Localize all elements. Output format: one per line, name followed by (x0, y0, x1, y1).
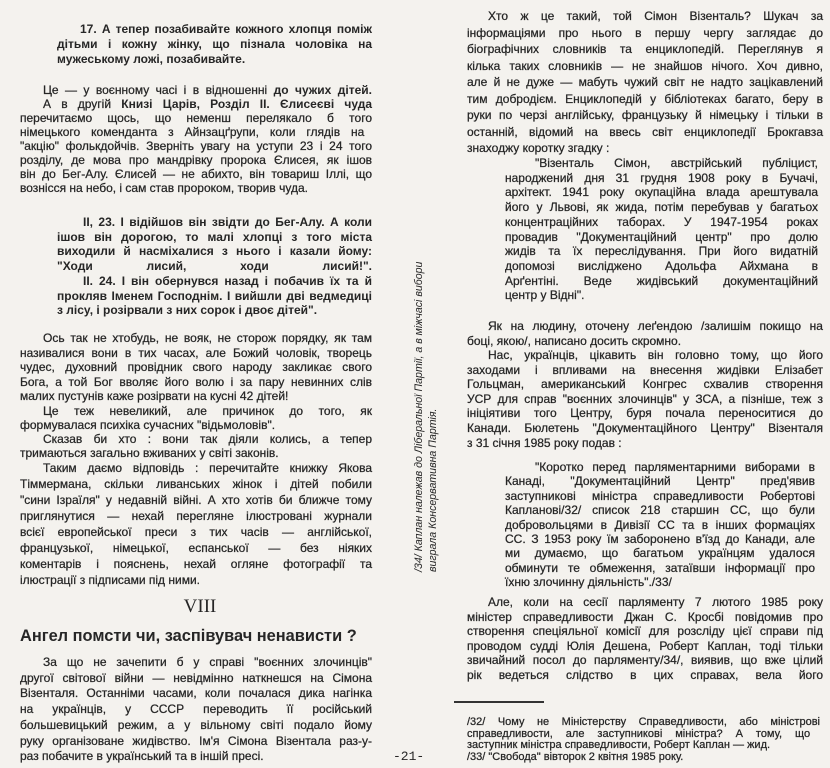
text-line (505, 171, 818, 186)
text-line (20, 360, 372, 375)
paragraph-war-criminals (20, 655, 372, 765)
text-line-content: Але, коли на сесії парляменту 7 лютого 1985 року (488, 595, 823, 609)
text-line (467, 107, 823, 124)
text-line-content: заступникові міністра справедливости Робертові (505, 488, 815, 503)
text-line-content: жидів та їх переслідування. При його видатній (505, 244, 818, 259)
text-line-content: Тіммермана, скільки ливанських жінок і дітей побили (20, 477, 372, 491)
text-line (467, 319, 823, 334)
text-line-content: німецького коменданта з Айнзацґрупи, коли глядів на (20, 125, 365, 139)
text-line-content: Хто ж це такий, той Сімон Візенталь? Шукач за (488, 9, 823, 23)
text-line-content: другої світової війни — невідмінно наткнешся на Сімона (20, 670, 372, 685)
text-line-content: перечитаємо щось, що неменш перелякало б того (20, 111, 372, 125)
text-line-content: справедливости, але заступникові міністра? А тому, що (467, 727, 811, 740)
text-run: А в другій (43, 97, 122, 111)
paragraph-who-is-wiesenthal (467, 8, 823, 157)
bulletin-quote (505, 460, 815, 590)
text-line-content: вознісся на небо, і сам став пророком, творив чуда. (20, 181, 308, 195)
text-line-content: Візенталя. Останніми часами, коли почалася дика нагінка (20, 686, 372, 701)
text-line-content: але й не дуже — мабуть чужий світ не надто зацікавлений (467, 75, 823, 89)
text-line (57, 37, 372, 52)
text-line-content: проводом судді Юлія Дешена, Роберт Каплан, тоді тільки (467, 638, 823, 653)
bold-text: Книзі Царів, Розділ II. Єлисеєві чуда (121, 97, 372, 111)
text-line-content: ми думаємо, що багатьом українцям удалося (505, 546, 815, 561)
text-line (467, 752, 820, 764)
text-line-content: Таким даємо відповідь : перечитайте книжку Якова (43, 461, 372, 475)
text-line-content: чудес, духовний провідник свого народу закликає свого (20, 360, 372, 374)
text-line (467, 41, 823, 58)
text-line-content: рік ведеться слідство в цих справах, вела його (467, 667, 823, 682)
paragraph-legend (467, 319, 823, 348)
encyclopedia-quote (505, 156, 818, 303)
text-line (505, 474, 815, 488)
text-line-content: Каплановi/32/ список 218 старшин СС, що були (505, 503, 815, 518)
text-line (467, 8, 823, 25)
text-line-content: руку організоване жидівство. Ім'я Сімона Візентала раз-у- (20, 733, 372, 748)
text-line (505, 546, 815, 560)
text-line-content: малих пустунів каже розірвати на кусні 42 дітей! (20, 389, 289, 403)
text-line-content: заходами і впливами на внесення жидівки Елізабет (467, 362, 823, 377)
text-line (467, 436, 823, 451)
text-line-content: їхню злочинну діяльність"./33/ (505, 575, 672, 590)
text-line-content: дітьми і кожну жінку, що пізнала чоловіка на (57, 37, 372, 51)
text-line-content: виходили й насміхалися з нього і казали йому: (57, 244, 372, 259)
text-line-content: раз побачите в український та в іншій пресі. (20, 749, 264, 764)
text-line (505, 518, 815, 532)
footnote-divider (454, 701, 544, 703)
text-line (20, 655, 372, 671)
text-line (505, 489, 815, 503)
text-line (20, 524, 372, 540)
text-line-content: /33/ "Свобода" вівторок 2 квітня 1985 року. (467, 751, 684, 763)
text-line (20, 419, 372, 433)
text-line-content: народжений дня 31 грудня 1908 року в Бучачі, (505, 170, 818, 185)
text-line (20, 405, 372, 419)
text-line (20, 749, 372, 765)
text-line (467, 624, 823, 639)
text-line (467, 140, 823, 157)
text-line (467, 653, 823, 668)
text-line (20, 125, 372, 139)
text-line-content: Канади. Бюлетень "Документаційного Центру" Візенталя (467, 420, 823, 435)
text-line (20, 111, 372, 125)
text-line-content: Бога, а той Бог вволяє його волю і за пару невинних слів (20, 374, 372, 389)
text-line (467, 406, 823, 421)
text-line-content (43, 83, 372, 97)
text-line (467, 421, 823, 436)
text-line (20, 181, 372, 195)
bold-text: до чужих дітей. (273, 83, 372, 97)
text-line-content: II. 24. І він обернувся назад і побачив їх та й (83, 273, 372, 288)
text-line-content: центр у Відні". (505, 288, 585, 303)
text-line (505, 274, 818, 289)
text-line-content: його у Львові, як жида, потім перебував у багатьох (505, 200, 818, 215)
text-line (57, 215, 372, 230)
text-line (467, 124, 823, 141)
text-line-content: Канаді, "Документаційний Центр" пред'явив (505, 474, 815, 489)
text-line (20, 97, 372, 111)
text-line-content: тримаються загально вживаних у світі законів. (20, 445, 279, 460)
text-line (505, 244, 818, 259)
text-line-content: провадив "Документаційний центр" про долю (505, 229, 818, 244)
section-number: VIII (183, 596, 217, 617)
text-line-content: останній, відомий на ввесь світ енциклопедії Брокгавза (467, 124, 823, 139)
margin-note-line: виграла Консервативна Партія. (427, 408, 439, 572)
text-line-content: II, 23. І відійшов він звідти до Бег-Алу. А коли (83, 215, 372, 229)
text-line-content: "сини Ізраїля" у недавній війні. А хто хотів би ближче тому (20, 493, 372, 507)
text-line-content: звичайний посол до парляменту/34/, виявив, що вже цілий (467, 653, 823, 668)
text-line (20, 375, 372, 390)
text-line-content (43, 97, 372, 111)
text-line-content: "акцію" фолькдойчів. Зверніть увагу на уступи 23 і 24 того (20, 139, 372, 153)
text-line (57, 52, 372, 67)
text-line (20, 734, 372, 750)
text-line (20, 718, 372, 734)
text-line-content: французької, німецької, еспанської — без ніяких (20, 541, 372, 555)
text-line-content: тим добродієм. Енциклопедій у бібліотеках багато, беру в (467, 91, 823, 106)
text-line (505, 460, 815, 474)
text-run: Це — у воєнному часі і в відношенні (43, 83, 274, 97)
margin-note-line: /34/ Каплан належав до Ліберальної Партії, а в міжчасі вибори (413, 261, 425, 572)
text-line (505, 185, 818, 200)
text-line-content: За що не зачепити б у справі "воєнних злочинців" (43, 655, 372, 669)
text-line (505, 503, 815, 517)
page-number: -21- (393, 749, 425, 764)
text-line-content: формувалася психіка сучасних "відьмоловів". (20, 417, 276, 432)
text-line-content: розділу, де мова про мандрівку пророка Єлисея, як ішов (20, 153, 372, 167)
text-line-content: мужеському ложі, позабивайте. (57, 52, 246, 66)
text-line (20, 139, 372, 153)
text-line (505, 230, 818, 245)
text-line (20, 572, 372, 588)
text-line (467, 363, 823, 378)
text-line (57, 259, 372, 274)
text-line (467, 717, 820, 729)
text-line-content: всієї европейської преси з тих часів — англійської, (20, 525, 372, 539)
text-line (467, 668, 823, 683)
text-line-content: ішов він дорогою, то малі хлопці з того міста (57, 229, 372, 244)
text-line-content: УСР для справ "воєнних злочинців" у ЗСА, а пізніше, теж з (467, 391, 823, 406)
text-line (505, 532, 815, 546)
footnote-33 (467, 752, 820, 764)
bible-quote-17 (57, 22, 372, 67)
text-line (20, 389, 372, 404)
text-line (20, 686, 372, 702)
text-line (467, 348, 823, 363)
text-line-content: допомозі висліджено Адольфа Айхмана в (505, 258, 818, 273)
text-line-content: руки по черзі англійську, французьку й німецьку і тільки в (467, 108, 823, 122)
text-line-content: Арґентіні. Веде жидівський документаційний (505, 273, 818, 288)
text-line-content: СС. З 1953 року їм заборонено в'їзд до Канади, але (505, 532, 815, 547)
text-line (505, 259, 818, 274)
text-line (20, 433, 372, 447)
text-line-content: коментарів і пояснень, нехай огляне фотографії та (20, 557, 372, 571)
text-line-content: він до Бег-Алу. Єлисей — не абихто, він товариш Іллі, що (20, 167, 372, 181)
text-line (20, 153, 372, 167)
text-line (505, 561, 815, 575)
paragraph-kings (20, 83, 372, 195)
text-line (20, 540, 372, 556)
text-line (20, 167, 372, 181)
text-line (20, 508, 372, 524)
text-line (20, 476, 372, 492)
text-line (57, 230, 372, 245)
paragraph-ukrainians (467, 348, 823, 450)
text-line (467, 334, 823, 349)
text-line-content: архітект. 1941 року окупаційна влада арештувала (505, 185, 818, 200)
text-line-content: Це теж невеликий, але причинок до того, як (43, 404, 372, 418)
text-line-content: прокляв Іменем Господнім. І вийшли дві ведмедиці (57, 288, 372, 303)
text-line-content: на українців, у СССР переводить її російський (20, 702, 372, 717)
text-line (467, 25, 823, 42)
text-line (20, 83, 372, 97)
text-line-content: Гольцман, американський Конгрес схвалив створення (467, 377, 823, 392)
text-line (57, 289, 372, 304)
text-line-content: Ось так не хтобудь, не вояк, не сторож порядку, як там (43, 331, 372, 345)
margin-footnote-34 (412, 242, 440, 572)
text-line-content: з 31 січня 1985 року подав : (467, 435, 622, 450)
text-line-content: інформаціями про нього в першу чергу заглядає до (467, 25, 823, 40)
text-line-content: "Ходи лисий, ходи лисий!". (57, 259, 372, 274)
paragraph-small-cause (20, 405, 372, 432)
text-line-content: заступник міністра справедливости, Роберт Каплан — жид. (467, 739, 771, 752)
paragraph-someone-would-say (20, 433, 372, 460)
text-line-content: "Візенталь Сімон, австрійський публіцист, (535, 156, 818, 170)
text-line-content: Нас, українців, цікавить він головно тому, що його (488, 348, 823, 362)
text-line (467, 392, 823, 407)
text-line-content: 17. А тепер позабивайте кожного хлопця поміж (80, 22, 372, 36)
text-line (20, 671, 372, 687)
text-line (505, 215, 818, 230)
text-line (20, 556, 372, 572)
text-line (57, 303, 372, 318)
text-line (505, 156, 818, 171)
text-line-content: кілька таких словників — не знайшов нічого. Хоч дивно, (467, 58, 823, 73)
text-line-content: ініціятиви того Центру, буря почала переноситися до (467, 406, 823, 421)
text-line-content: називалися вони в тих часах, але Божий чоловік, творець (20, 345, 372, 360)
text-line (57, 22, 372, 37)
footnote-32 (467, 717, 820, 752)
text-line (467, 58, 823, 75)
paragraph-not-anyone (20, 331, 372, 404)
text-line-content: концентраційних таборах. У 1947-1954 роках (505, 214, 818, 229)
text-line-content: знаходжу коротку згадку : (467, 141, 610, 155)
text-line-content: обминути те обмеження, затаївши інформації про (505, 560, 815, 575)
text-line-content: "Коротко перед парляментарними виборами в (535, 460, 815, 474)
text-line (467, 377, 823, 392)
bible-quote-2-23 (57, 215, 372, 318)
text-line-content: Сказав би хто : вони так діяли колись, а тепер (43, 432, 372, 446)
paragraph-parliament (467, 595, 823, 683)
text-line (505, 288, 818, 303)
text-line (467, 639, 823, 654)
text-line-content: ілюстрації з підписами під ними. (20, 573, 200, 587)
text-line (20, 331, 372, 346)
text-line (20, 460, 372, 476)
text-line-content: міністер справедливости Джан С. Кросбі повідомив про (467, 609, 823, 624)
text-line (57, 274, 372, 289)
text-line-content: з лісу, і розірвали з них сорок і двоє дітей". (57, 303, 318, 318)
text-line (467, 595, 823, 610)
text-line (505, 200, 818, 215)
text-line-content: боці, якою/, написано досить скромно. (467, 333, 682, 348)
text-line (505, 575, 815, 589)
section-heading: Ангел помсти чи, заспівувач ненависти ? (20, 627, 357, 645)
text-line-content: добровольцями в Дивізії СС та в інших формаціях (505, 517, 815, 532)
text-line-content: большевицький режим, а у вільному світі подало йому (20, 717, 372, 732)
text-line-content: створення спеціяльної комісії для розсліду цієї справи під (467, 624, 823, 639)
text-line (20, 702, 372, 718)
text-line (20, 492, 372, 508)
text-line (467, 91, 823, 108)
text-line-content: Як на людину, оточену леґендою /залишім покищо на (488, 319, 823, 333)
text-line (57, 244, 372, 259)
text-line-content: /32/ Чому не Міністерству Справедливости, або міністрові (467, 716, 820, 728)
text-line (467, 74, 823, 91)
text-line (467, 610, 823, 625)
paragraph-answer (20, 460, 372, 588)
text-line (20, 346, 372, 361)
text-line-content: біографічних словників та енциклопедій. Переглянув я (467, 42, 823, 56)
text-line (20, 447, 372, 461)
text-line-content: приглянутися — нехай перегляне ілюстровані журнали (20, 509, 372, 523)
